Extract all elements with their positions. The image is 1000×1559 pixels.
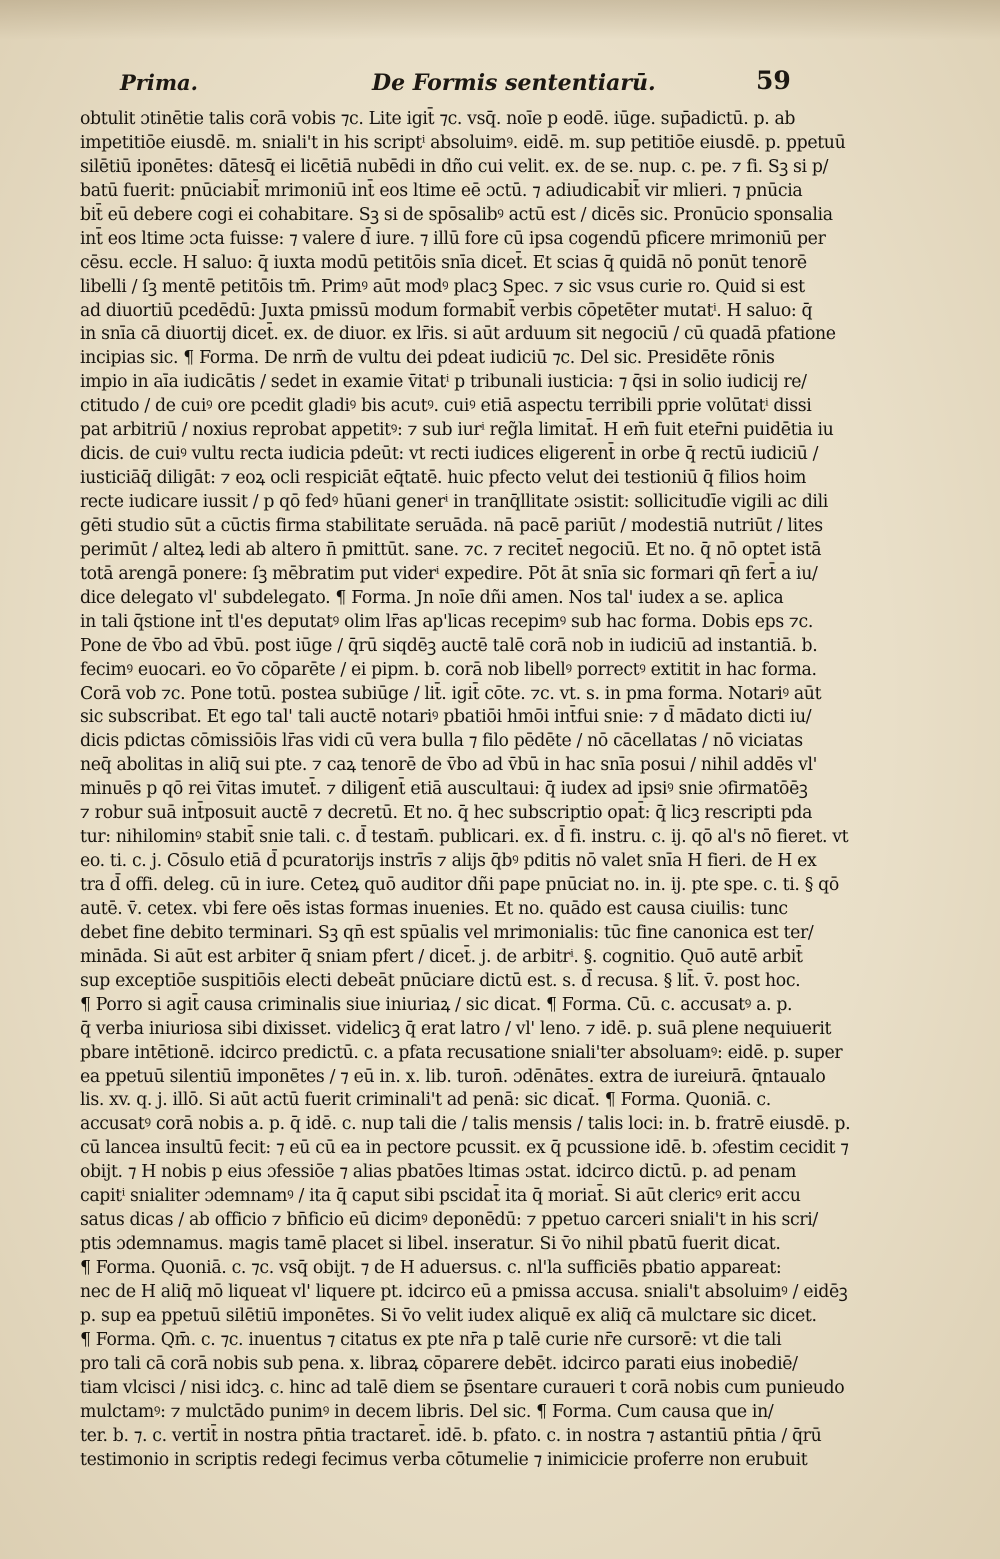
text-line: ter. b. ⁊. c. vertit̄ in nostra pn̄tia tractaret̄. idē. b. pfato. c. in nostra ⁊ astantiū pn̄tia / q̄rū bbox=[80, 1425, 822, 1446]
text-line: ctitudo / de cuiꝰ ore pcedit gladiꝰ bis acutꝰ. cuiꝰ etiā aspectu terribili pprie volūtatⁱ dissi bbox=[80, 396, 812, 417]
text-line: ptis ɔdemnamus. magis tamē placet si libel. inseratur. Si v̄o nihil pbatū fuerit dicat. bbox=[80, 1234, 781, 1255]
text-line: ¶ Porro si agit̄ causa criminalis siue iniuriaꝝ / sic dicat. ¶ Forma. Cū. c. accusatꝰ a. p. bbox=[80, 994, 793, 1015]
folio-number: 59 bbox=[756, 66, 791, 95]
text-line: dicis pdictas cōmissiōis lr̄as vidi cū vera bulla ⁊ filo pēdēte / nō cācellatas / nō viciatas bbox=[80, 731, 803, 752]
text-line: batū fuerit: pnūciabit̄ mrimoniū int̄ eos ltime eē ɔctū. ⁊ adiudicabit̄ vir mlieri. ⁊ pnūcia bbox=[80, 180, 803, 201]
text-line: dice delegato vl' subdelegato. ¶ Forma. Jn noīe dñi amen. Nos tal' iudex a se. aplica bbox=[80, 587, 784, 608]
text-line: ea ppetuū silentiū imponētes / ⁊ eū in. x. lib. turon̄. ɔdēnātes. extra de iureiurā. q̄ntaualo bbox=[80, 1066, 826, 1087]
text-line: mināda. Si aūt est arbiter q̄ sniam pfert / dicet̄. j. de arbitrⁱ. §. cognitio. Quō autē arbit̄ bbox=[80, 946, 803, 967]
text-line: minuēs p qō rei v̄itas imutet̄. ⁊ diligent̄ etiā auscultaui: q̄ iudex ad ipsiꝰ snie ɔfirmatōēꝫ bbox=[80, 779, 808, 800]
text-line: int̄ eos ltime ɔcta fuisse: ⁊ valere d̄ iure. ⁊ illū fore cū ipsa cogendū pficere mrimoniū per bbox=[80, 228, 826, 249]
text-line: ad diuortiū pcedēdū: Juxta pmissū modum formabit̄ verbis cōpetēter mutatⁱ. H saluo: q̄ bbox=[80, 300, 813, 321]
text-block bbox=[80, 108, 920, 1470]
text-line: p. sup ea ppetuū silētiū imponētes. Si v̄o velit iudex aliquē ex aliq̄ cā mulctare sic dicet. bbox=[80, 1305, 817, 1326]
text-line: ⁊ robur suā int̄posuit auctē ⁊ decretū. Et no. q̄ hec subscriptio opat̄: q̄ licꝫ rescripti pda bbox=[80, 803, 813, 824]
text-line: totā arengā ponere: ſꝫ mēbratim put viderⁱ expedire. Pōt āt snīa sic formari qn̄ fert̄ a iu/ bbox=[80, 563, 818, 584]
text-line: autē. v̄. cetex. vbi fere oēs istas formas inuenies. Et no. quādo est causa ciuilis: tunc bbox=[80, 898, 788, 919]
text-line: ¶ Forma. Qm̄. c. ⁊c. inuentus ⁊ citatus ex pte nr̄a p talē curie nr̄e cursorē: vt die tali bbox=[80, 1329, 782, 1350]
page-edge-stain bbox=[0, 0, 1000, 40]
text-line: obtulit ɔtinētie talis corā vobis ⁊c. Lite igit̄ ⁊c. vsq̄. noīe p eodē. iūge. sup̄adictū. p. ab bbox=[80, 109, 796, 129]
text-line: fecimꝰ euocari. eo v̄o cōparēte / ei pipm. b. corā nob libellꝰ porrectꝰ extitit in hac forma. bbox=[80, 659, 817, 680]
text-line: debet fine debito terminari. Sꝫ qn̄ est spūalis vel mrimonialis: tūc fine canonica est ter/ bbox=[80, 922, 814, 943]
text-line: satus dicas / ab officio ⁊ bn̄ficio eū dicimꝰ deponēdū: ⁊ ppetuo carceri sniali't in his scri/ bbox=[80, 1210, 818, 1231]
text-line: tra d̄ offi. deleg. cū in iure. Ceteꝝ quō auditor dñi pape pnūciat no. in. ij. pte spe. c. ti. § qō bbox=[80, 875, 839, 895]
text-line: recte iudicare iussit / p qō fedꝰ hūani generⁱ in tranq̄llitate ɔsistit: sollicitudīe vigili ac dili bbox=[80, 492, 828, 512]
text-line: cēsu. eccle. H saluo: q̄ iuxta modū petitōis snīa dicet̄. Et scias q̄ quidā nō ponūt tenorē bbox=[80, 252, 807, 273]
text-line: mulctamꝰ: ⁊ mulctādo punimꝰ in decem libris. Del sic. ¶ Forma. Cum causa que in/ bbox=[80, 1401, 774, 1422]
text-line: sic subscribat. Et ego tal' tali auctē notariꝰ pbatiōi hmōi int̄fui snie: ⁊ d̄ mādato dicti iu/ bbox=[80, 707, 812, 728]
page-header bbox=[80, 64, 920, 104]
text-line: Pone de v̄bo ad v̄bū. post iūge / q̄rū siqdēꝫ auctē talē corā nob in iudiciū ad instantiā. b. bbox=[80, 635, 818, 656]
text-line: libelli / ſꝫ mentē petitōis tm̄. Primꝰ aūt modꝰ placꝫ Spec. ⁊ sic vsus curie ro. Quid si est bbox=[80, 276, 805, 297]
text-line: accusatꝰ corā nobis a. p. q̄ idē. c. nup tali die / talis mensis / talis loci: in. b. fratrē eiusdē. p. bbox=[80, 1114, 851, 1135]
text-line: capitⁱ snialiter ɔdemnamꝰ / ita q̄ caput sibi pscidat̄ ita q̄ moriat̄. Si aūt clericꝰ erit accu bbox=[80, 1186, 801, 1207]
text-line: in snīa cā diuortij dicet̄. ex. de diuor. ex lr̄is. si aūt arduum sit negociū / cū quadā pfatione bbox=[80, 324, 836, 345]
text-line: sup exceptiōe suspitiōis electi debeāt pnūciare dictū est. s. d̄ recusa. § lit̄. v̄. post hoc. bbox=[80, 970, 801, 991]
text-line: in tali q̄stione int̄ tl'es deputatꝰ olim lr̄as ap'licas recepimꝰ sub hac forma. Dobis eps ⁊c. bbox=[80, 611, 814, 632]
text-line: dicis. de cuiꝰ vultu recta iudicia pdeūt: vt recti iudices eligerent̄ in orbe q̄ rectū iudiciū / bbox=[80, 444, 819, 465]
running-head-left: Prima. bbox=[120, 70, 198, 95]
text-line: tiam vlcisci / nisi idcꝫ. c. hinc ad talē diem se p̄sentare curaueri t corā nobis cum punieudo bbox=[80, 1377, 845, 1398]
text-line: neq̄ abolitas in aliq̄ sui pte. ⁊ caꝝ tenorē de v̄bo ad v̄bū in hac snīa posui / nihil addēs vl' bbox=[80, 755, 818, 776]
text-line: gēti studio sūt a cūctis firma stabilitate seruāda. nā pacē pariūt / modestiā nutriūt / lites bbox=[80, 515, 823, 536]
text-line: silētiū iponētes: dātesq̄ ei licētiā nubēdi in dño cui velit. ex. de se. nup. c. pe. ⁊ fi. Sꝫ si p/ bbox=[80, 156, 829, 177]
text-line: cū lancea insultū fecit: ⁊ eū cū ea in pectore pcussit. ex q̄ pcussione idē. b. ɔfestim cecidit ⁊ bbox=[80, 1138, 849, 1159]
running-head-title: De Formis sententiarū. bbox=[372, 70, 656, 96]
text-line: pbare intētionē. idcirco predictū. c. a pfata recusatione sniali'ter absoluamꝰ: eidē. p. super bbox=[80, 1042, 843, 1063]
text-line: obijt. ⁊ H nobis p eius ɔfessiōe ⁊ alias pbatōes ltimas ɔstat. idcirco dictū. p. ad penam bbox=[80, 1162, 796, 1183]
text-line: incipias sic. ¶ Forma. De nrm̄ de vultu dei pdeat iudiciū ⁊c. Del sic. Presidēte rōnis bbox=[80, 348, 775, 369]
text-line: lis. xv. q. j. illō. Si aūt actū fuerit criminali't ad penā: sic dicat̄. ¶ Forma. Quoniā. c. bbox=[80, 1090, 771, 1111]
text-line: tur: nihilominꝰ stabit̄ snie tali. c. d̄ testam̄. publicari. ex. d̄ fi. instru. c. ij. qō al's nō fieret. vt bbox=[80, 827, 849, 848]
text-line: eo. ti. c. j. Cōsulo etiā d̄ pcuratorijs instrīs ⁊ alijs q̄bꝰ pditis nō valet snīa H fieri. de H ex bbox=[80, 851, 817, 872]
text-line: testimonio in scriptis redegi fecimus verba cōtumelie ⁊ inimicicie proferre non erubuit bbox=[80, 1449, 808, 1470]
text-line: impio in aīa iudicātis / sedet in examie v̄itatⁱ p tribunali iusticia: ⁊ q̄si in solio iudicij re/ bbox=[80, 372, 807, 393]
text-line: bit̄ eū debere cogi ei cohabitare. Sꝫ si de spōsalibꝰ actū est / dicēs sic. Pronūcio sponsalia bbox=[80, 204, 833, 225]
text-line: pat arbitriū / noxius reprobat appetitꝰ: ⁊ sub iurⁱ reg̃la limitat̄. H em̄ fuit eter̄ni puidētia iu bbox=[80, 420, 834, 441]
text-line: nec de H aliq̄ mō liqueat vl' liquere pt. idcirco eū a pmissa accusa. sniali't absoluimꝰ / eidēꝫ bbox=[80, 1281, 848, 1302]
text-line: pro tali cā corā nobis sub pena. x. libraꝝ cōparere debēt. idcirco parati eius inobediē/ bbox=[80, 1353, 798, 1374]
text-line: ¶ Forma. Quoniā. c. ⁊c. vsq̄ obijt. ⁊ de H aduersus. c. nl'la sufficiēs pbatio appareat: bbox=[80, 1258, 782, 1278]
text-line: impetitiōe eiusdē. m. sniali't in his scriptⁱ absoluimꝰ. eidē. m. sup petitiōe eiusdē. p. ppetuū bbox=[80, 132, 846, 153]
text-line: q̄ verba iniuriosa sibi dixisset. videlicꝫ q̄ erat latro / vl' leno. ⁊ idē. p. suā plene nequiuerit bbox=[80, 1018, 832, 1039]
text-line: iusticiāq̄ diligāt: ⁊ eoꝝ ocli respiciāt eq̄tatē. huic pfecto velut dei testioniū q̄ filios hoim bbox=[80, 468, 806, 489]
text-line: perimūt / alteꝝ ledi ab altero n̄ pmittūt. sane. ⁊c. ⁊ recitet̄ negociū. Et no. q̄ nō optet istā bbox=[80, 539, 822, 560]
text-line: Corā vob ⁊c. Pone totū. postea subiūge / lit̄. igit̄ cōte. ⁊c. vt. s. in pma forma. Notariꝰ aūt bbox=[80, 683, 822, 704]
